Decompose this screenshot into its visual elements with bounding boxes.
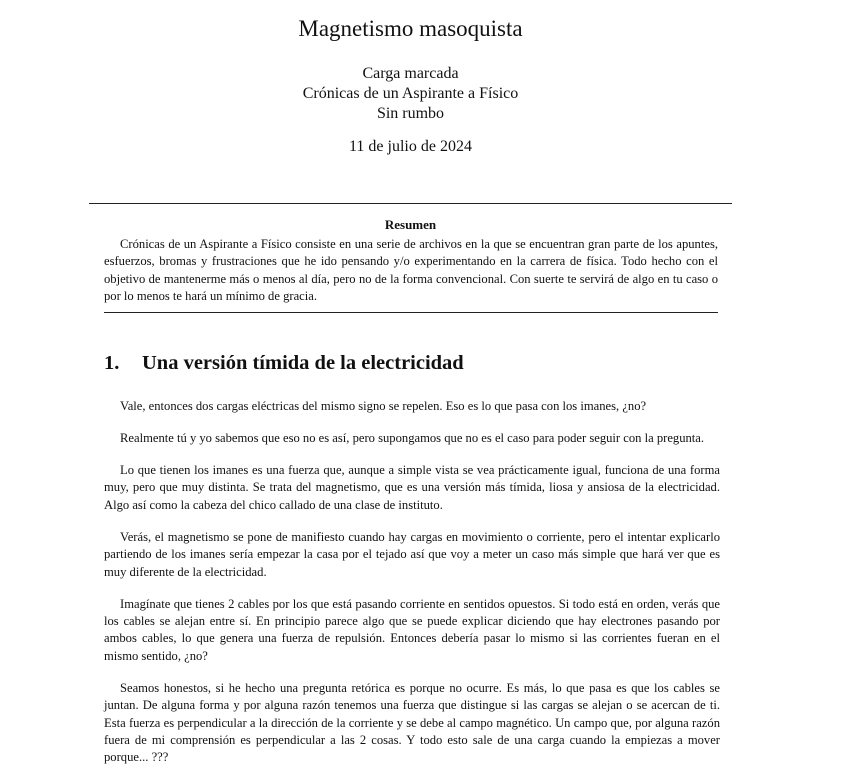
abstract-bottom-rule	[104, 312, 718, 313]
document-date: 11 de julio de 2024	[349, 138, 472, 155]
author-line: Crónicas de un Aspirante a Físico	[302, 85, 519, 102]
document-title: Magnetismo masoquista	[298, 16, 523, 41]
section-number: 1.	[104, 352, 120, 374]
author-line: Carga marcada	[362, 65, 459, 82]
paragraph: Verás, el magnetismo se pone de manifiesto cuando hay cargas en movimiento o corriente, pero el intentar explicarlo partiendo de los imanes sería empezar la casa por el tejado así que voy a meter un caso más simple que hará ver que es muy diferente de la electricidad.	[104, 529, 720, 579]
section-heading	[104, 350, 744, 376]
abstract-text: Crónicas de un Aspirante a Físico consiste en una serie de archivos en la que se encuentran gran parte de los apuntes, esfuerzos, bromas y frustraciones que he ido pensando y/o experimentando en la carrera de física. Todo hecho con el objetivo de mantenerme más o menos al día, pero no de la forma convencional. Con suerte te servirá de algo en tu caso o por lo menos te hará un mínimo de gracia.	[104, 237, 718, 304]
paragraph: Seamos honestos, si he hecho una pregunta retórica es porque no ocurre. Es más, lo que pasa es que los cables se juntan. De alguna forma y por alguna razón tenemos una fuerza que distingue si las cargas se alejan o se acercan de ti. Esta fuerza es perpendicular a la dirección de la corriente y se debe al campo magnético. Un campo que, por alguna razón fuera de mi comprensión es perpendicular a las 2 cosas. Y todo esto sale de una carga cuando la empiezas a mover porque... ???	[104, 680, 720, 765]
paragraph: Realmente tú y yo sabemos que eso no es así, pero supongamos que no es el caso para poder seguir con la pregunta.	[120, 431, 705, 445]
section-title: Una versión tímida de la electricidad	[142, 352, 464, 374]
section-body	[104, 398, 720, 781]
paragraph: Imagínate que tienes 2 cables por los que está pasando corriente en sentidos opuestos. Si todo está en orden, verás que los cables se alejan entre sí. En principio parece algo que se puede explicar diciendo que hay electrones pasando por ambos cables, lo que genera una fuerza de repulsión. Entonces debería pasar lo mismo si las corrientes fueran en el mismo sentido, ¿no?	[104, 596, 720, 663]
paragraph: Vale, entonces dos cargas eléctricas del mismo signo se repelen. Eso es lo que pasa con los imanes, ¿no?	[120, 399, 647, 413]
author-line: Sin rumbo	[376, 105, 445, 122]
paragraph: Lo que tienen los imanes es una fuerza que, aunque a simple vista se vea prácticamente igual, funciona de una forma muy, pero que muy distinta. Se trata del magnetismo, que es una versión más tímida, liosa y ansiosa de la electricidad. Algo así como la cabeza del chico callado de una clase de instituto.	[104, 463, 720, 512]
abstract-top-rule	[89, 203, 732, 204]
author-block	[0, 64, 821, 124]
abstract-heading: Resumen	[384, 217, 437, 232]
